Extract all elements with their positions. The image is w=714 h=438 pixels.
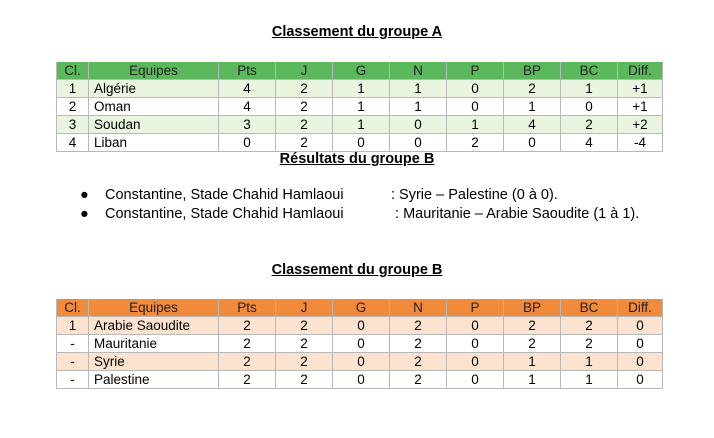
cell-lost: 0 [447, 353, 504, 371]
cell-rank: 1 [57, 317, 89, 335]
cell-points: 2 [219, 371, 276, 389]
bullet-icon: ● [80, 206, 89, 222]
cell-goals-against: 1 [561, 80, 618, 98]
cell-goals-against: 2 [561, 335, 618, 353]
header-goal-diff: Diff. [618, 299, 663, 317]
cell-played: 2 [276, 80, 333, 98]
header-lost: P [447, 299, 504, 317]
cell-played: 2 [276, 134, 333, 152]
cell-team: Liban [89, 134, 219, 152]
cell-won: 0 [333, 134, 390, 152]
cell-played: 2 [276, 317, 333, 335]
cell-rank: 4 [57, 134, 89, 152]
cell-rank: 1 [57, 80, 89, 98]
header-points: Pts [219, 299, 276, 317]
cell-goal-diff: +2 [618, 116, 663, 134]
cell-drawn: 2 [390, 335, 447, 353]
table-row [57, 98, 663, 116]
header-goals-for: BP [504, 62, 561, 80]
cell-drawn: 2 [390, 353, 447, 371]
cell-points: 2 [219, 335, 276, 353]
cell-lost: 0 [447, 335, 504, 353]
cell-goal-diff: 0 [618, 317, 663, 335]
cell-team: Algérie [89, 80, 219, 98]
results-list [80, 186, 664, 224]
group-b-table [56, 299, 663, 389]
cell-lost: 0 [447, 80, 504, 98]
header-goals-against: BC [561, 299, 618, 317]
cell-drawn: 1 [390, 98, 447, 116]
cell-team: Soudan [89, 116, 219, 134]
cell-played: 2 [276, 371, 333, 389]
table-row [57, 335, 663, 353]
match-result: : Syrie – Palestine (0 à 0). [391, 187, 558, 203]
table-row [57, 353, 663, 371]
cell-goals-for: 2 [504, 335, 561, 353]
cell-rank: - [57, 371, 89, 389]
header-rank: Cl. [57, 299, 89, 317]
cell-lost: 0 [447, 98, 504, 116]
cell-goals-against: 1 [561, 371, 618, 389]
match-venue: Constantine, Stade Chahid Hamlaoui [105, 206, 344, 222]
cell-won: 1 [333, 116, 390, 134]
cell-goals-against: 2 [561, 116, 618, 134]
header-rank: Cl. [57, 62, 89, 80]
cell-won: 0 [333, 353, 390, 371]
cell-goal-diff: +1 [618, 98, 663, 116]
header-points: Pts [219, 62, 276, 80]
cell-goals-against: 0 [561, 98, 618, 116]
header-goals-for: BP [504, 299, 561, 317]
cell-goal-diff: 0 [618, 353, 663, 371]
header-drawn: N [390, 299, 447, 317]
cell-won: 0 [333, 317, 390, 335]
header-team: Equipes [89, 62, 219, 80]
list-item [80, 186, 664, 205]
header-lost: P [447, 62, 504, 80]
header-team: Equipes [89, 299, 219, 317]
header-goals-against: BC [561, 62, 618, 80]
cell-lost: 0 [447, 317, 504, 335]
cell-goal-diff: +1 [618, 80, 663, 98]
cell-lost: 0 [447, 371, 504, 389]
cell-won: 1 [333, 98, 390, 116]
cell-goals-for: 2 [504, 80, 561, 98]
table-header-row [57, 62, 663, 80]
cell-drawn: 2 [390, 371, 447, 389]
cell-points: 0 [219, 134, 276, 152]
cell-points: 2 [219, 317, 276, 335]
cell-played: 2 [276, 116, 333, 134]
cell-played: 2 [276, 353, 333, 371]
cell-goals-against: 1 [561, 353, 618, 371]
cell-goals-against: 2 [561, 317, 618, 335]
results-b-title: Résultats du groupe B [279, 151, 435, 167]
group-a-table [56, 62, 663, 152]
cell-goals-for: 1 [504, 98, 561, 116]
cell-goals-for: 1 [504, 371, 561, 389]
header-won: G [333, 299, 390, 317]
cell-played: 2 [276, 98, 333, 116]
match-result: : Mauritanie – Arabie Saoudite (1 à 1). [395, 206, 640, 222]
group-b-title: Classement du groupe B [271, 262, 443, 278]
cell-goal-diff: 0 [618, 371, 663, 389]
table-row [57, 116, 663, 134]
bullet-icon: ● [80, 187, 89, 203]
cell-rank: 2 [57, 98, 89, 116]
header-goal-diff: Diff. [618, 62, 663, 80]
cell-goal-diff: -4 [618, 134, 663, 152]
cell-team: Mauritanie [89, 335, 219, 353]
cell-lost: 1 [447, 116, 504, 134]
cell-drawn: 0 [390, 134, 447, 152]
cell-points: 4 [219, 80, 276, 98]
cell-drawn: 2 [390, 317, 447, 335]
table-row [57, 317, 663, 335]
header-played: J [276, 62, 333, 80]
cell-goals-for: 4 [504, 116, 561, 134]
header-drawn: N [390, 62, 447, 80]
cell-played: 2 [276, 335, 333, 353]
cell-won: 0 [333, 371, 390, 389]
cell-goals-against: 4 [561, 134, 618, 152]
cell-goals-for: 0 [504, 134, 561, 152]
cell-rank: - [57, 353, 89, 371]
table-row [57, 80, 663, 98]
cell-goal-diff: 0 [618, 335, 663, 353]
cell-team: Oman [89, 98, 219, 116]
list-item [80, 205, 664, 224]
cell-rank: 3 [57, 116, 89, 134]
table-header-row [57, 299, 663, 317]
cell-team: Palestine [89, 371, 219, 389]
cell-drawn: 1 [390, 80, 447, 98]
cell-points: 4 [219, 98, 276, 116]
cell-drawn: 0 [390, 116, 447, 134]
match-venue: Constantine, Stade Chahid Hamlaoui [105, 187, 344, 203]
table-row [57, 134, 663, 152]
cell-lost: 2 [447, 134, 504, 152]
cell-rank: - [57, 335, 89, 353]
header-played: J [276, 299, 333, 317]
cell-goals-for: 2 [504, 317, 561, 335]
cell-team: Syrie [89, 353, 219, 371]
table-row [57, 371, 663, 389]
cell-points: 2 [219, 353, 276, 371]
cell-won: 0 [333, 335, 390, 353]
cell-goals-for: 1 [504, 353, 561, 371]
header-won: G [333, 62, 390, 80]
cell-team: Arabie Saoudite [89, 317, 219, 335]
cell-won: 1 [333, 80, 390, 98]
group-a-title: Classement du groupe A [271, 24, 443, 40]
cell-points: 3 [219, 116, 276, 134]
